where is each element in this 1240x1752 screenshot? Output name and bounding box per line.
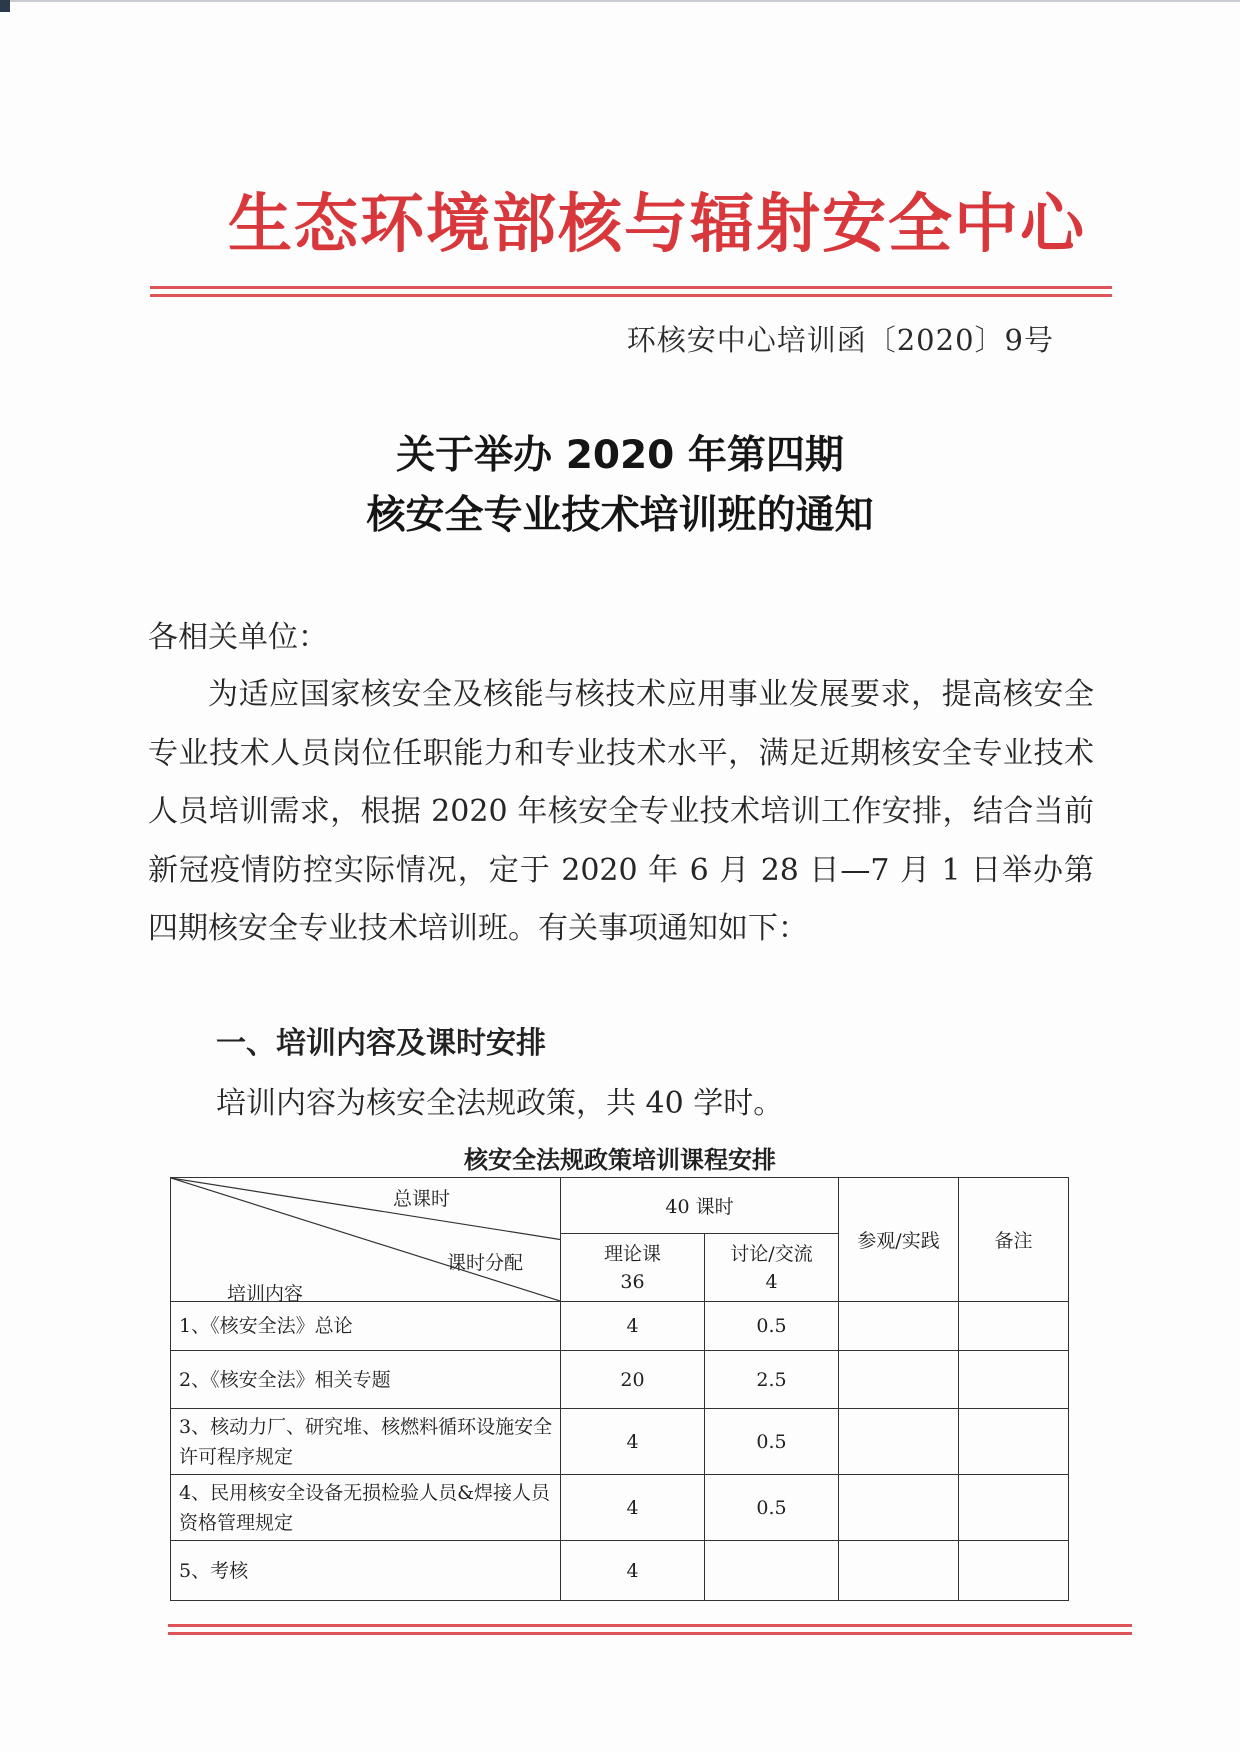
visit-hours: [839, 1541, 959, 1601]
diag-label-training-content: 培训内容: [227, 1283, 304, 1305]
visit-hours: [839, 1351, 959, 1409]
header-discussion-hours: 4: [765, 1270, 778, 1293]
footer-red-rule-bottom: [168, 1632, 1132, 1635]
theory-hours: 4: [561, 1541, 705, 1601]
section-1-text: 培训内容为核安全法规政策，共 40 学时。: [216, 1086, 784, 1121]
theory-hours: 4: [561, 1302, 705, 1351]
visit-hours: [839, 1302, 959, 1351]
scan-corner-mark: [0, 0, 10, 12]
course-name: 5、考核: [171, 1541, 561, 1601]
diag-label-total-hours: 总课时: [393, 1188, 451, 1210]
header-visit-practice: 参观/实践: [839, 1178, 959, 1302]
diagonal-header-cell: [171, 1178, 561, 1305]
visit-hours: [839, 1409, 959, 1475]
course-schedule-table: [170, 1177, 1069, 1601]
total-hours-cell: 40 课时: [561, 1178, 839, 1234]
header-theory-label: 理论课: [603, 1242, 661, 1265]
document-number: 环核安中心培训函〔2020〕9号: [626, 323, 1054, 357]
header-note: 备注: [959, 1178, 1069, 1302]
course-name: 3、核动力厂、研究堆、核燃料循环设施安全许可程序规定: [171, 1409, 561, 1475]
scan-top-edge: [0, 0, 1240, 2]
section-1-heading: 一、培训内容及课时安排: [216, 1026, 546, 1061]
notice-title-line-1: 关于举办 2020 年第四期: [396, 433, 844, 478]
header-red-rule-bottom: [150, 294, 1112, 297]
table-row: [171, 1409, 1069, 1475]
theory-hours: 4: [561, 1475, 705, 1541]
discussion-hours: 0.5: [705, 1409, 839, 1475]
notice-title-line-2: 核安全专业技术培训班的通知: [366, 493, 874, 538]
header-discussion: [705, 1234, 839, 1302]
footer-red-rule-top: [168, 1624, 1132, 1627]
note: [959, 1409, 1069, 1475]
note: [959, 1302, 1069, 1351]
note: [959, 1475, 1069, 1541]
discussion-hours: [705, 1541, 839, 1601]
table-row: [171, 1351, 1069, 1409]
table-row: [171, 1302, 1069, 1351]
table-row: [171, 1541, 1069, 1601]
body-paragraph: 为适应国家核安全及核能与核技术应用事业发展要求，提高核安全专业技术人员岗位任职能力和专业技术水平，满足近期核安全专业技术人员培训需求，根据 2020 年核安全专业技术培训工作安排，结合当前新冠疫情防控实际情况，定于 2020 年 6 月 28 日—7 月 1 日举办第四期核安全专业技术培训班。有关事项通知如下：: [148, 677, 1094, 946]
salutation: 各相关单位：: [148, 620, 328, 655]
course-name: 4、民用核安全设备无损检验人员&焊接人员资格管理规定: [171, 1475, 561, 1541]
discussion-hours: 2.5: [705, 1351, 839, 1409]
table-title: 核安全法规政策培训课程安排: [464, 1146, 776, 1174]
theory-hours: 20: [561, 1351, 705, 1409]
course-name: 1、《核安全法》总论: [171, 1302, 561, 1351]
header-red-rule-top: [150, 286, 1112, 289]
organization-name: 生态环境部核与辐射安全中心: [228, 188, 1086, 262]
note: [959, 1541, 1069, 1601]
discussion-hours: 0.5: [705, 1302, 839, 1351]
discussion-hours: 0.5: [705, 1475, 839, 1541]
header-theory-hours: 36: [620, 1270, 645, 1293]
table-row: [171, 1475, 1069, 1541]
header-discussion-label: 讨论/交流: [730, 1242, 813, 1265]
visit-hours: [839, 1475, 959, 1541]
header-theory: [561, 1234, 705, 1302]
diag-label-hour-allocation: 课时分配: [447, 1252, 524, 1274]
theory-hours: 4: [561, 1409, 705, 1475]
course-name: 2、《核安全法》相关专题: [171, 1351, 561, 1409]
table-header-row-1: [171, 1178, 1069, 1234]
note: [959, 1351, 1069, 1409]
